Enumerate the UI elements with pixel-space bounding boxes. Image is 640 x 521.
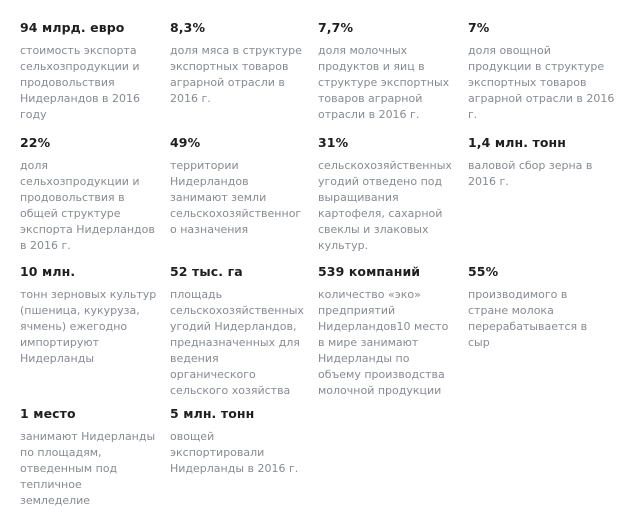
stat-description-line: занимают Нидерланды <box>20 430 156 443</box>
stat-description-line: продукции в структуре <box>468 60 605 73</box>
stat-description-line: культур. <box>318 239 369 252</box>
stat-description-line: ведения <box>170 352 219 365</box>
stat-description-line: экспортных товаров <box>468 76 587 89</box>
stat-description-line: занимают земли <box>170 191 267 204</box>
stat-value: 539 компаний <box>318 264 421 279</box>
stat-block <box>20 406 165 509</box>
stat-description <box>170 43 315 107</box>
stat-description <box>318 287 463 399</box>
stat-description-line: сыр <box>468 336 490 349</box>
stat-description-line: товаров аграрной <box>318 92 423 105</box>
stat-description-line: сельскохозяйственног <box>170 207 302 220</box>
stat-block <box>20 264 165 367</box>
stat-description-line: 2016 г. <box>468 175 509 188</box>
stat-description-line: в мире занимают <box>318 336 419 349</box>
stat-value: 94 млрд. евро <box>20 20 125 35</box>
stat-description-line: угодий отведено под <box>318 175 443 188</box>
stat-description-line: году <box>20 108 47 121</box>
stat-block <box>468 20 613 123</box>
stat-description-line: 2016 г. <box>170 92 211 105</box>
stat-description-line: аграрной отрасли в <box>170 76 285 89</box>
stat-block <box>20 135 165 254</box>
stat-description-line: в 2016 г. <box>20 239 71 252</box>
stat-block <box>318 135 463 254</box>
stat-description-line: стране молока <box>468 304 554 317</box>
stat-description <box>468 158 613 190</box>
stat-description-line: отведенным под <box>20 462 118 475</box>
stat-block <box>170 135 315 238</box>
stat-value: 52 тыс. га <box>170 264 243 279</box>
stat-description-line: экспорта Нидерландов <box>20 223 155 236</box>
stat-description-line: сельского хозяйства <box>170 384 291 397</box>
stat-description-line: органического <box>170 368 256 381</box>
stat-description-line: площадь <box>170 288 223 301</box>
stat-description-line: свеклы и злаковых <box>318 223 429 236</box>
stat-value: 55% <box>468 264 499 279</box>
stat-description-line: Нидерланды <box>20 352 95 365</box>
stat-description-line: аграрной отрасли в 2016 <box>468 92 615 105</box>
stat-description-line: угодий Нидерландов, <box>170 320 297 333</box>
stat-description <box>170 429 315 477</box>
stat-block <box>20 20 165 123</box>
stat-block <box>170 20 315 107</box>
stat-description <box>318 158 463 254</box>
stat-description-line: перерабатывается в <box>468 320 588 333</box>
stat-description <box>468 43 613 123</box>
stat-description-line: доля молочных <box>318 44 408 57</box>
stat-description-line: сельхозпродукции и <box>20 175 140 188</box>
stat-description-line: количество «эко» <box>318 288 421 301</box>
stat-description-line: (пшеница, кукуруза, <box>20 304 140 317</box>
stat-description-line: молочной продукции <box>318 384 442 397</box>
stat-description-line: тепличное <box>20 478 82 491</box>
stat-description-line: продуктов и яиц в <box>318 60 425 73</box>
stat-value: 1 место <box>20 406 76 421</box>
stat-description <box>20 158 165 254</box>
stat-description <box>468 287 613 351</box>
stat-description-line: доля овощной <box>468 44 551 57</box>
stat-description-line: сельхозпродукции и <box>20 60 140 73</box>
stat-block <box>170 264 315 399</box>
stat-description-line: объему производства <box>318 368 445 381</box>
stat-value: 10 млн. <box>20 264 76 279</box>
stat-description <box>20 429 165 509</box>
stat-value: 49% <box>170 135 201 150</box>
stat-description-line: Нидерландов <box>170 175 249 188</box>
stat-block <box>468 264 613 351</box>
stat-description-line: экспортных товаров <box>170 60 289 73</box>
stat-description-line: сельскохозяйственных <box>318 159 452 172</box>
stat-value: 5 млн. тонн <box>170 406 255 421</box>
stat-description-line: Нидерланды по <box>318 352 410 365</box>
stat-description-line: экспортировали <box>170 446 265 459</box>
stat-description-line: доля <box>20 159 48 172</box>
stat-description-line: Нидерландов в 2016 <box>20 92 141 105</box>
stat-description-line: о назначения <box>170 223 249 236</box>
stat-description <box>170 287 315 399</box>
stat-description-line: г. <box>468 108 478 121</box>
stat-value: 7% <box>468 20 490 35</box>
stat-value: 31% <box>318 135 349 150</box>
stat-description-line: территории <box>170 159 239 172</box>
stat-description-line: импортируют <box>20 336 100 349</box>
stat-block <box>318 20 463 123</box>
stat-description-line: картофеля, сахарной <box>318 207 443 220</box>
stat-description-line: выращивания <box>318 191 399 204</box>
stat-block <box>468 135 613 190</box>
stat-description-line: структуре экспортных <box>318 76 450 89</box>
stat-description-line: валовой сбор зерна в <box>468 159 593 172</box>
stat-description-line: продовольствия <box>20 76 115 89</box>
stat-description-line: стоимость экспорта <box>20 44 137 57</box>
stat-description-line: земледелие <box>20 494 91 507</box>
stat-description-line: продовольствия в <box>20 191 125 204</box>
stat-description-line: тонн зерновых культур <box>20 288 157 301</box>
stat-description <box>20 287 165 367</box>
stat-value: 1,4 млн. тонн <box>468 135 567 150</box>
stat-description-line: производимого в <box>468 288 568 301</box>
stat-value: 22% <box>20 135 51 150</box>
stat-description-line: предприятий <box>318 304 396 317</box>
stat-value: 8,3% <box>170 20 206 35</box>
stat-description <box>170 158 315 238</box>
stat-description-line: Нидерландов10 место <box>318 320 449 333</box>
stat-description-line: сельскохозяйственных <box>170 304 304 317</box>
stat-description-line: по площадям, <box>20 446 102 459</box>
stat-block <box>170 406 315 477</box>
stat-description-line: овощей <box>170 430 215 443</box>
stat-description-line: доля мяса в структуре <box>170 44 302 57</box>
stat-description <box>318 43 463 123</box>
stat-description-line: Нидерланды в 2016 г. <box>170 462 299 475</box>
stat-description <box>20 43 165 123</box>
stat-description-line: ячмень) ежегодно <box>20 320 128 333</box>
stat-description-line: общей структуре <box>20 207 121 220</box>
stat-description-line: отрасли в 2016 г. <box>318 108 420 121</box>
stat-description-line: предназначенных для <box>170 336 300 349</box>
stat-value: 7,7% <box>318 20 354 35</box>
stat-block <box>318 264 463 399</box>
